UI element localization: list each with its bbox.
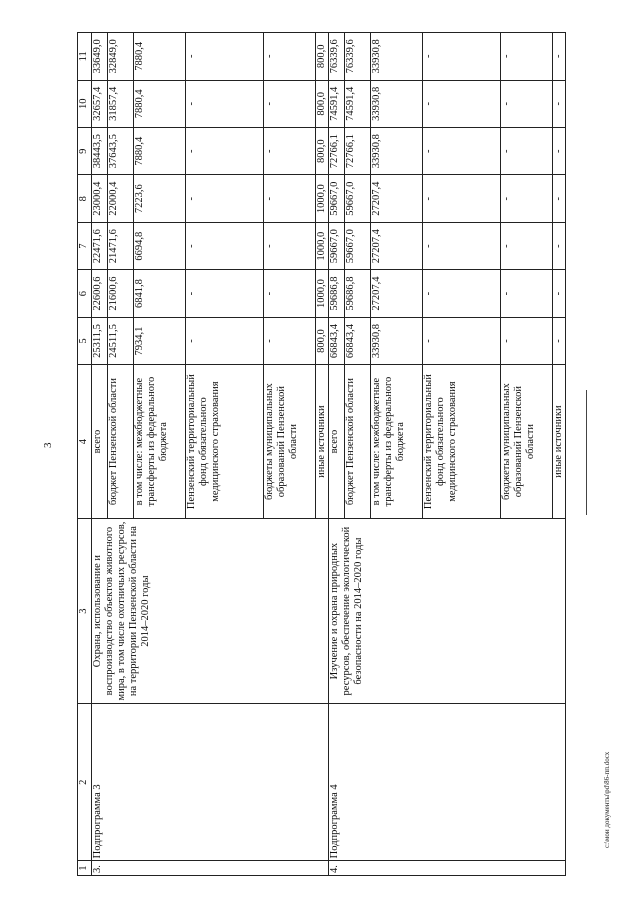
value-cell: 59686,8 xyxy=(345,270,371,317)
value-cell: - xyxy=(501,175,553,222)
value-cell: 24511,5 xyxy=(108,317,134,364)
rotated-table-container xyxy=(77,32,573,876)
value-cell: - xyxy=(186,33,264,81)
value-cell: - xyxy=(264,128,316,175)
value-cell: 76339,6 xyxy=(329,33,345,81)
value-cell: 59667,0 xyxy=(329,175,345,222)
program-name: Изучение и охрана природных ресурсов, обеспечение экологической безопасности на 2014–2020 годы xyxy=(329,518,566,703)
footer-file-path: c:\мои документы\pd\86-пп.docx xyxy=(603,751,611,848)
page-number: 3 xyxy=(42,442,54,448)
value-cell: 72766,1 xyxy=(329,128,345,175)
value-cell: 32849,0 xyxy=(108,33,134,81)
value-cell: 33649,0 xyxy=(92,33,108,81)
value-cell: 22471,6 xyxy=(92,222,108,269)
funding-source-label: бюджет Пензенской области xyxy=(108,365,134,519)
value-cell: 32657,4 xyxy=(92,80,108,127)
value-cell: 66843,4 xyxy=(345,317,371,364)
value-cell: 1000,0 xyxy=(316,175,329,222)
value-cell: - xyxy=(186,317,264,364)
funding-source-label: иные источники xyxy=(316,365,329,519)
value-cell: 22000,4 xyxy=(108,175,134,222)
table-row xyxy=(329,33,345,876)
value-cell: - xyxy=(264,222,316,269)
value-cell: - xyxy=(501,270,553,317)
header-cell: 5 xyxy=(78,317,92,364)
value-cell: 59667,0 xyxy=(345,175,371,222)
value-cell: - xyxy=(264,33,316,81)
funding-source-label: бюджеты муниципальных образований Пензенской области xyxy=(501,365,553,519)
row-number: 4. xyxy=(329,861,566,876)
value-cell: 27207,4 xyxy=(371,222,423,269)
value-cell: - xyxy=(501,80,553,127)
value-cell: - xyxy=(553,175,566,222)
value-cell: 59686,8 xyxy=(329,270,345,317)
header-cell: 9 xyxy=(78,128,92,175)
value-cell: - xyxy=(264,175,316,222)
value-cell: 800,0 xyxy=(316,33,329,81)
value-cell: 76339,6 xyxy=(345,33,371,81)
value-cell: - xyxy=(553,222,566,269)
header-row xyxy=(78,33,92,876)
value-cell: - xyxy=(186,222,264,269)
funding-source-label: всего xyxy=(92,365,108,519)
value-cell: - xyxy=(501,33,553,81)
value-cell: 23000,4 xyxy=(92,175,108,222)
separator-line xyxy=(586,390,587,515)
value-cell: 33930,8 xyxy=(371,128,423,175)
value-cell: 25311,5 xyxy=(92,317,108,364)
funding-source-label: всего xyxy=(329,365,345,519)
value-cell: 7934,1 xyxy=(134,317,186,364)
header-cell: 2 xyxy=(78,704,92,861)
value-cell: 7880,4 xyxy=(134,80,186,127)
value-cell: - xyxy=(553,33,566,81)
value-cell: - xyxy=(553,270,566,317)
program-title: Подпрограмма 3 xyxy=(92,704,329,861)
value-cell: - xyxy=(501,222,553,269)
value-cell: 74591,4 xyxy=(329,80,345,127)
value-cell: - xyxy=(264,270,316,317)
header-cell: 4 xyxy=(78,365,92,519)
value-cell: 800,0 xyxy=(316,317,329,364)
funding-source-label: иные источники xyxy=(553,365,566,519)
value-cell: - xyxy=(423,33,501,81)
program-name: Охрана, использование и воспроизводство объектов животного мира, в том числе охотничьих ресурсов, на территории Пензенской области на 2014–2020 годы xyxy=(92,518,329,703)
value-cell: 59667,0 xyxy=(345,222,371,269)
value-cell: - xyxy=(264,80,316,127)
row-number: 3. xyxy=(92,861,329,876)
value-cell: - xyxy=(423,270,501,317)
header-cell: 1 xyxy=(78,861,92,876)
value-cell: 6841,8 xyxy=(134,270,186,317)
value-cell: - xyxy=(501,317,553,364)
value-cell: 7223,6 xyxy=(134,175,186,222)
value-cell: - xyxy=(186,80,264,127)
value-cell: 59667,0 xyxy=(329,222,345,269)
value-cell: 21600,6 xyxy=(108,270,134,317)
value-cell: - xyxy=(186,175,264,222)
value-cell: 22600,6 xyxy=(92,270,108,317)
value-cell: 33930,8 xyxy=(371,80,423,127)
value-cell: 6694,8 xyxy=(134,222,186,269)
value-cell: 21471,6 xyxy=(108,222,134,269)
value-cell: - xyxy=(423,80,501,127)
value-cell: 800,0 xyxy=(316,80,329,127)
value-cell: - xyxy=(553,80,566,127)
funding-source-label: в том числе: межбюджетные трансферты из федерального бюджета xyxy=(134,365,186,519)
table-row xyxy=(92,33,108,876)
value-cell: 800,0 xyxy=(316,128,329,175)
table-body xyxy=(78,33,566,876)
header-cell: 10 xyxy=(78,80,92,127)
value-cell: 38443,5 xyxy=(92,128,108,175)
value-cell: 27207,4 xyxy=(371,175,423,222)
value-cell: - xyxy=(423,317,501,364)
header-cell: 3 xyxy=(78,518,92,703)
funding-source-label: бюджет Пензенской области xyxy=(345,365,371,519)
program-title: Подпрограмма 4 xyxy=(329,704,566,861)
value-cell: - xyxy=(186,270,264,317)
value-cell: - xyxy=(186,128,264,175)
value-cell: - xyxy=(501,128,553,175)
value-cell: - xyxy=(423,128,501,175)
value-cell: 31857,4 xyxy=(108,80,134,127)
value-cell: 7880,4 xyxy=(134,128,186,175)
funding-table xyxy=(77,32,566,876)
value-cell: 1000,0 xyxy=(316,270,329,317)
value-cell: 72766,1 xyxy=(345,128,371,175)
funding-source-label: Пензенский территориальный фонд обязательного медицинского страхования xyxy=(186,365,264,519)
header-cell: 7 xyxy=(78,222,92,269)
header-cell: 8 xyxy=(78,175,92,222)
value-cell: 1000,0 xyxy=(316,222,329,269)
value-cell: - xyxy=(553,317,566,364)
funding-source-label: бюджеты муниципальных образований Пензенской области xyxy=(264,365,316,519)
value-cell: - xyxy=(553,128,566,175)
value-cell: 33930,8 xyxy=(371,317,423,364)
funding-source-label: Пензенский территориальный фонд обязательного медицинского страхования xyxy=(423,365,501,519)
value-cell: - xyxy=(264,317,316,364)
funding-source-label: в том числе: межбюджетные трансферты из федерального бюджета xyxy=(371,365,423,519)
header-cell: 11 xyxy=(78,33,92,81)
value-cell: 37643,5 xyxy=(108,128,134,175)
value-cell: - xyxy=(423,175,501,222)
value-cell: - xyxy=(423,222,501,269)
header-cell: 6 xyxy=(78,270,92,317)
value-cell: 33930,8 xyxy=(371,33,423,81)
value-cell: 66843,4 xyxy=(329,317,345,364)
value-cell: 27207,4 xyxy=(371,270,423,317)
value-cell: 7880,4 xyxy=(134,33,186,81)
value-cell: 74591,4 xyxy=(345,80,371,127)
